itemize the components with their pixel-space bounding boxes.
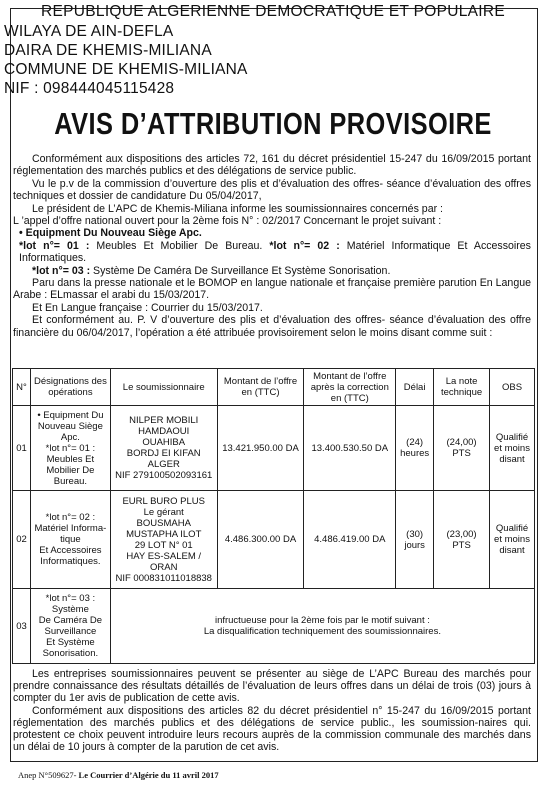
text-line: *lot n°= 01 : — [45, 442, 96, 454]
row-number: 01 — [13, 406, 31, 491]
intro-paragraph-3: Le président de L’APC de Khemis-Miliana informe les soumissionnaires concernés par : — [32, 202, 444, 215]
text-line: et moins — [494, 534, 530, 545]
text-line: disant — [499, 453, 525, 465]
text-line: ORAN — [149, 561, 178, 573]
nif-line: NIF : 098444045115428 — [4, 80, 175, 97]
text-line: Meubles Et — [46, 453, 95, 465]
text-line: heures — [400, 448, 430, 459]
footer-paragraph-1: Les entreprises soumissionnaires peuvent se présenter au siège de L’APC Bureau des marchés pour prendre connaissance des résultats détaillés de l’évaluation de leurs offres dans un délai de trois (03) jours à compter du 1er avis de publication de cette avis. — [13, 668, 531, 705]
text-line: HAY ES-SALEM / — [126, 550, 202, 562]
footer-text — [13, 668, 531, 753]
header-cell: La note technique — [434, 369, 490, 406]
anep-number: Anep N°509627- — [18, 770, 79, 780]
obs-cell — [490, 406, 535, 491]
text-line: tique — [60, 534, 81, 545]
header-cell: N° — [13, 369, 31, 406]
results-table — [12, 368, 535, 664]
bidder-cell — [110, 491, 217, 589]
intro-text — [13, 153, 531, 339]
text-line: Informatiques. — [40, 556, 101, 567]
text-line: Nouveau Siège — [37, 420, 103, 432]
text-line: 29 LOT N° 01 — [134, 539, 193, 551]
intro-paragraph-6: Et En Langue française : Courrier du 15/03/2017. — [32, 301, 263, 314]
delay-cell — [396, 491, 434, 589]
lots-1-2 — [13, 240, 531, 265]
intro-paragraph-7: Et conformément au. P. V d’ouverture des plis et d’évaluation des offres- séance d’évaluation des offre financière du 06/04/2017, l’opération a été attribuée provisoirement selon le moins disant comme suit : — [13, 314, 531, 339]
text-line: Qualifié — [495, 431, 529, 443]
lot-3 — [13, 265, 531, 277]
header-cell: Désignations des opérations — [30, 369, 110, 406]
text-line: ALGER — [147, 459, 180, 470]
header-cell: Montant de l’offre après la correction en (TTC) — [304, 369, 396, 406]
text-line: BOUSMAHA — [136, 517, 191, 529]
text-line: De Caméra De — [38, 615, 103, 626]
text-line: HAMDAOUI — [138, 426, 190, 437]
text-line: Et Système — [46, 637, 95, 648]
technical-score-cell: (23,00) PTS — [434, 491, 490, 589]
text-line: (30) — [406, 528, 424, 540]
footer-paragraph-2: Conformément aux dispositions des articles 82 du décret présidentiel n° 15-247 du 16/09/2015 portant réglementation des marchés publics et des délégations de service public., les soumission-naires qui. protestent ce choix peuvent introduire leurs recours auprès de la commission communale des marchés dans un délai de 10 jours à compter de la parution de cet avis. — [13, 704, 531, 754]
text-line: infructueuse pour la 2ème fois par le motif suivant : — [214, 615, 430, 626]
text-line: Et Accessoires — [39, 545, 102, 556]
intro-paragraph-2: Vu le p.v de la commission d’ouverture des plis et d’évaluation des offres- séance d’évaluation des offres techniques et dossier de candidature Du 05/04/2017, — [13, 177, 531, 203]
text-line: OUAHIBA — [142, 437, 186, 448]
text-line: NIF 279100502093161 — [115, 470, 213, 481]
technical-score-cell: (24,00) PTS — [434, 406, 490, 491]
text-line: Surveillance — [44, 626, 97, 637]
text-line: • Equipment Du — [37, 409, 104, 421]
lot3-text: Système De Caméra De Surveillance Et Système Sonorisation. — [90, 264, 391, 277]
text-line: Qualifié — [495, 523, 529, 534]
text-line: et moins — [494, 442, 530, 454]
text-line: *lot n°= 02 : — [45, 512, 96, 523]
text-line: jours — [404, 539, 425, 551]
text-line: NIF 000831011018838 — [115, 572, 212, 584]
designation-cell — [30, 491, 110, 589]
intro-paragraph-1: Conformément aux dispositions des articles 72, 161 du décret présidentiel 15-247 du 16/09/2015 portant réglementation des marchés publics et des délégations de service public. — [13, 153, 531, 178]
project-name: • Equipment Du Nouveau Siège Apc. — [19, 227, 202, 240]
text-line: Bureau. — [53, 475, 88, 487]
corrected-amount-cell: 13.400.530.50 DA — [304, 406, 396, 491]
lot1-label: *lot n°= 01 : — [19, 239, 90, 252]
intro-paragraph-5: Paru dans la presse nationale et le BOMOP en langue nationale et française première parution En Langue Arabe : ELmassar el arabi du 15/03/2017. — [13, 277, 531, 302]
notice-title: AVIS D’ATTRIBUTION PROVISOIRE — [54, 106, 492, 141]
text-line: Matériel Informa- — [34, 523, 107, 534]
text-line: (24) — [406, 437, 424, 448]
amount-cell: 4.486.300.00 DA — [217, 491, 304, 589]
text-line: BORDJ EI KIFAN — [126, 448, 201, 459]
daira-line: DAIRA DE KHEMIS-MILIANA — [4, 42, 212, 59]
unsuccessful-note-cell — [110, 589, 534, 664]
text-line: La disqualification techniquement des soumissionnaires. — [203, 626, 441, 637]
text-line: MUSTAPHA ILOT — [126, 528, 202, 540]
header-cell: Montant de l’offre en (TTC) — [217, 369, 304, 406]
intro-paragraph-4: L ’appel d’offre national ouvert pour la 2ème fois N° : 02/2017 Concernant le projet suivant : — [13, 215, 442, 228]
amount-cell: 13.421.950.00 DA — [217, 406, 304, 491]
text-line: *lot n°= 03 : — [45, 593, 96, 604]
table-row — [13, 589, 535, 664]
commune-line: COMMUNE DE KHEMIS-MILIANA — [4, 61, 248, 78]
text-line: Système — [51, 604, 89, 615]
republic-header: REPUBLIQUE ALGERIENNE DEMOCRATIQUE ET POPULAIRE — [41, 3, 505, 20]
text-line: Mobilier De — [46, 464, 95, 476]
table-row — [13, 406, 535, 491]
text-line: Sonorisation. — [42, 648, 99, 659]
wilaya-line: WILAYA DE AIN-DEFLA — [4, 23, 174, 40]
table-header-row — [13, 369, 535, 406]
delay-cell — [396, 406, 434, 491]
text-line: Le gérant — [143, 506, 184, 518]
text-line: Apc. — [60, 431, 80, 443]
header-cell: OBS — [490, 369, 535, 406]
corrected-amount-cell: 4.486.419.00 DA — [304, 491, 396, 589]
table-row — [13, 491, 535, 589]
row-number: 03 — [13, 589, 31, 664]
designation-cell — [30, 406, 110, 491]
header-cell: Délai — [396, 369, 434, 406]
lot2-text: Matériel Informatique Et Accessoires Informatiques. — [19, 239, 531, 265]
designation-cell — [30, 589, 110, 664]
text-line: disant — [499, 545, 525, 556]
text-line: NILPER MOBILI — [129, 415, 199, 426]
lot2-label: *lot n°= 02 : — [269, 239, 340, 252]
lot3-label: *lot n°= 03 : — [32, 264, 91, 277]
journal-reference: Le Courrier d’Algérie du 11 avril 2017 — [78, 770, 219, 780]
row-number: 02 — [13, 491, 31, 589]
anep-reference — [18, 770, 219, 780]
lot1-text: Meubles Et Mobilier De Bureau. — [89, 239, 270, 252]
obs-cell — [490, 491, 535, 589]
header-cell: Le soumissionnaire — [110, 369, 217, 406]
text-line: EURL BURO PLUS — [122, 495, 205, 507]
bidder-cell — [110, 406, 217, 491]
